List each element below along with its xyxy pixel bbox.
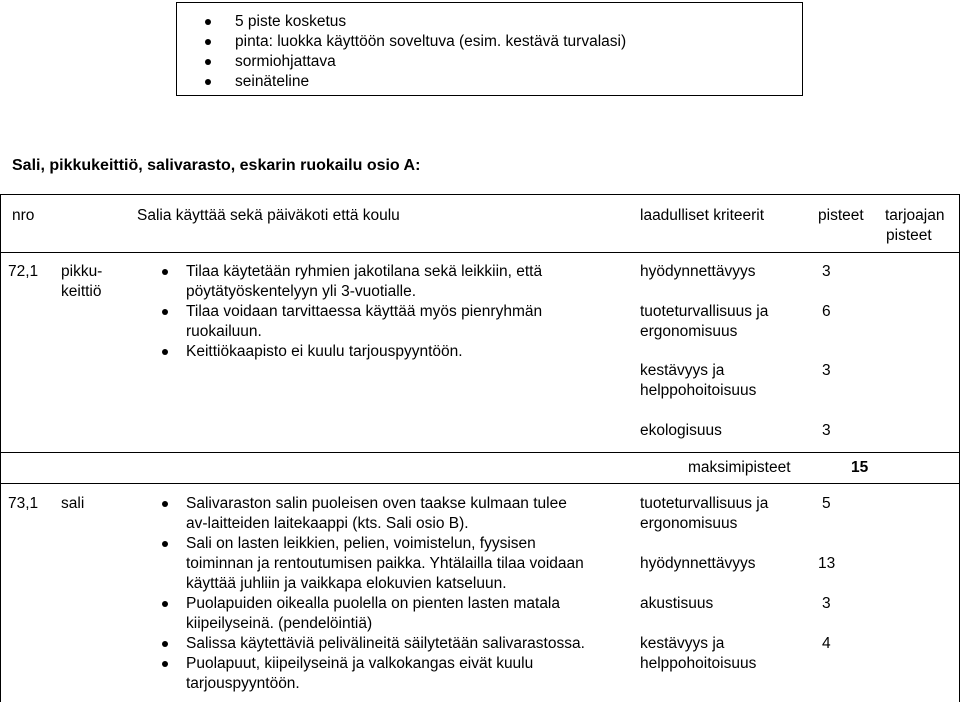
list-item: Tilaa voidaan tarvittaessa käyttää myös pienryhmän ruokailuun. (158, 302, 542, 342)
bullet-icon (205, 79, 211, 85)
list-item: Keittiökaapisto ei kuulu tarjouspyyntöön. (158, 342, 542, 362)
header-criteria: laadulliset kriteerit (640, 207, 765, 224)
row1-points-2: 6 (822, 303, 831, 320)
row1-points-4: 3 (822, 422, 831, 439)
row2-points-1: 5 (822, 495, 831, 512)
row2-nro: 73,1 (8, 495, 39, 512)
bullet-icon (162, 349, 168, 355)
row1-criterion-2-line1: tuoteturvallisuus ja (640, 303, 769, 320)
bullet-icon (162, 641, 168, 647)
requirements-list (205, 12, 626, 92)
list-item: 5 piste kosketus (205, 12, 626, 32)
header-offerer-points-line2: pisteet (886, 227, 932, 244)
list-item: Puolapuut, kiipeilyseinä ja valkokangas eivät kuulu tarjouspyyntöön. (158, 654, 585, 694)
bullet-icon (162, 601, 168, 607)
section-heading: Sali, pikkukeittiö, salivarasto, eskarin ruokailu osio A: (12, 157, 421, 174)
bullet-icon (162, 309, 168, 315)
row1-points-3: 3 (822, 362, 831, 379)
list-item: Tilaa käytetään ryhmien jakotilana sekä leikkiin, että pöytätyöskentelyyn yli 3-vuotialle. (158, 262, 542, 302)
list-item: Puolapuiden oikealla puolella on pienten lasten matala kiipeilyseinä. (pendelöintiä) (158, 594, 585, 634)
bullet-icon (162, 541, 168, 547)
table-left-border (0, 194, 1, 702)
list-item: sormiohjattava (205, 52, 626, 72)
row1-criterion-4: ekologisuus (640, 422, 722, 439)
bullet-icon (162, 269, 168, 275)
header-nro: nro (12, 207, 35, 224)
header-bottom-border (0, 252, 960, 253)
row2-points-4: 4 (822, 635, 831, 652)
row2-criterion-1-line2: ergonomisuus (640, 515, 738, 532)
header-use: Salia käyttää sekä päiväkoti että koulu (137, 207, 400, 224)
row1-nro: 72,1 (8, 263, 39, 280)
list-item: Salivaraston salin puoleisen oven taakse kulmaan tulee av-laitteiden laitekaappi (kts. Sali osio B). (158, 494, 585, 534)
row2-criterion-4-line2: helppohoitoisuus (640, 655, 757, 672)
row2-criterion-2: hyödynnettävyys (640, 555, 756, 572)
row2-points-2: 13 (818, 555, 836, 572)
row2-space: sali (61, 495, 85, 512)
row2-description-list (158, 494, 585, 694)
requirements-box (176, 2, 803, 96)
row2-criterion-4-line1: kestävyys ja (640, 635, 725, 652)
bullet-icon (162, 501, 168, 507)
list-item: Sali on lasten leikkien, pelien, voimistelun, fyysisen toiminnan ja rentoutumisen paikka. Yhtälailla tilaa voidaan käyttää juhliin ja vaikkapa elokuvien katseluun. (158, 534, 585, 594)
row1-points-1: 3 (822, 263, 831, 280)
max-points-value: 15 (851, 459, 869, 476)
row2-top-border (0, 483, 960, 484)
row2-points-3: 3 (822, 595, 831, 612)
bullet-icon (162, 661, 168, 667)
list-item: seinäteline (205, 72, 626, 92)
row1-space-line2: keittiö (61, 283, 102, 300)
header-offerer-points-line1: tarjoajan (885, 207, 945, 224)
row1-space-line1: pikku- (61, 263, 103, 280)
bullet-icon (205, 59, 211, 65)
row1-criterion-2-line2: ergonomisuus (640, 323, 738, 340)
row1-criterion-3-line1: kestävyys ja (640, 362, 725, 379)
row1-description-list (158, 262, 542, 362)
bullet-icon (205, 19, 211, 25)
header-points: pisteet (818, 207, 864, 224)
list-item: pinta: luokka käyttöön soveltuva (esim. kestävä turvalasi) (205, 32, 626, 52)
list-item: Salissa käytettäviä pelivälineitä säilytetään salivarastossa. (158, 634, 585, 654)
max-points-label: maksimipisteet (688, 459, 791, 476)
row1-criterion-1: hyödynnettävyys (640, 263, 756, 280)
row2-criterion-3: akustisuus (640, 595, 714, 612)
row1-criterion-3-line2: helppohoitoisuus (640, 382, 757, 399)
bullet-icon (205, 39, 211, 45)
table-top-border (0, 194, 960, 195)
row2-criterion-1-line1: tuoteturvallisuus ja (640, 495, 769, 512)
max-row-top-border (0, 452, 960, 453)
